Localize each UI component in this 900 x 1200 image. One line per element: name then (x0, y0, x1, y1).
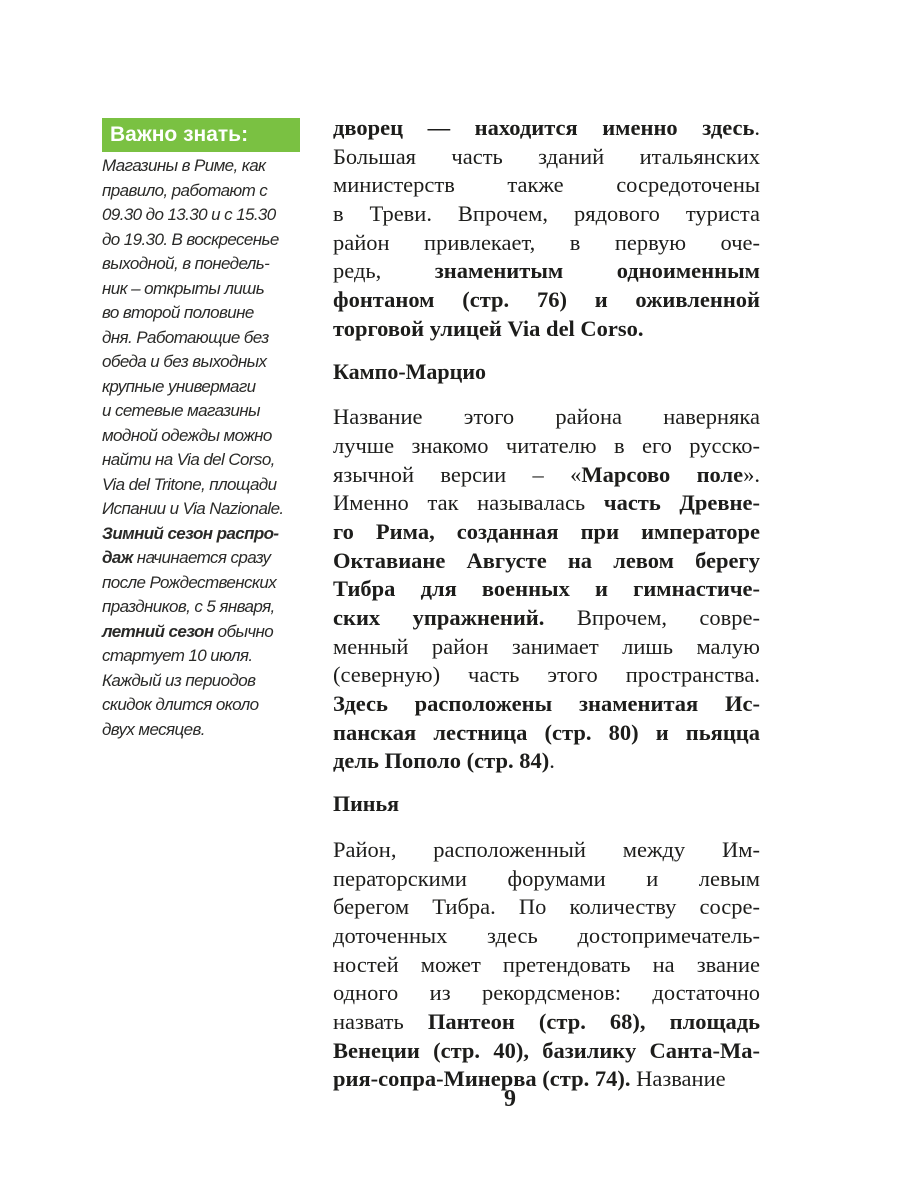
sidebar-line (102, 228, 300, 253)
sidebar-line (102, 669, 300, 694)
sidebar-line (102, 546, 300, 571)
text-run: . (754, 115, 760, 140)
sidebar-line (102, 718, 300, 743)
text-run: 09.30 до 13.30 и с 15.30 (102, 205, 276, 224)
text-line (333, 661, 760, 690)
text-run: Название этого района наверняка (333, 404, 760, 430)
main-text-column (333, 114, 760, 1094)
text-run: правило, работают с (102, 180, 268, 200)
bold-text: Тибра для военных и гимнастиче- (333, 576, 760, 602)
text-run: начинается сразу (132, 548, 271, 567)
text-run: ». (743, 461, 760, 487)
bold-text: дворец — находится именно здесь (333, 115, 755, 140)
text-run: одного из рекордсменов: достаточно (333, 980, 760, 1006)
text-run: Название (630, 1066, 726, 1092)
sidebar-line (102, 252, 300, 277)
text-line (333, 432, 760, 461)
info-sidebar (102, 118, 300, 742)
text-run: ператорскими форумами и левым (333, 865, 760, 891)
text-run: праздников, с 5 января, (102, 597, 275, 616)
text-line (333, 747, 760, 776)
text-run: обычно (213, 621, 274, 641)
sidebar-line (102, 301, 300, 326)
text-line (333, 171, 760, 200)
text-run: после Рождественских (102, 572, 277, 592)
bold-text: Зимний сезон распро- (102, 523, 279, 543)
text-run: Район, расположенный между Им- (333, 836, 760, 862)
text-run: Каждый из периодов (102, 670, 256, 690)
sidebar-line (102, 277, 300, 302)
sidebar-line (102, 448, 300, 473)
bold-text: ских упражнений. (333, 605, 545, 631)
text-run: ник – открыты лишь (102, 278, 265, 298)
bold-text: торговой улицей Via del Corso. (333, 315, 644, 341)
text-run: обеда и без выходных (102, 352, 267, 371)
sidebar-text (102, 152, 300, 742)
text-run: выходной, в понедель- (102, 254, 270, 273)
text-line (333, 604, 760, 633)
text-line (333, 719, 760, 748)
text-run: доточенных здесь достопримечатель- (333, 922, 760, 948)
text-line (333, 836, 760, 865)
bold-text: дель Пополо (стр. 84) (333, 748, 550, 774)
bold-text: даж (102, 548, 133, 567)
paragraph (333, 836, 760, 1094)
text-line (333, 547, 760, 576)
text-run: в Треви. Впрочем, рядового туриста (333, 201, 760, 227)
text-run: редь, (333, 258, 435, 284)
sidebar-line (102, 595, 300, 620)
text-run: район привлекает, в первую оче- (333, 229, 760, 255)
text-run: во второй половине (102, 303, 254, 322)
bold-text: часть Древне- (603, 490, 761, 516)
text-line (333, 114, 760, 143)
paragraph (333, 114, 760, 344)
sidebar-line (102, 571, 300, 596)
text-line (333, 865, 760, 894)
bold-text: панская лестница (стр. 80) и пьяцца (333, 719, 760, 745)
section-heading: Кампо-Марцио (333, 358, 487, 384)
text-run: язычной версии – « (333, 461, 582, 487)
sidebar-line (102, 326, 300, 351)
section-heading: Пинья (333, 791, 399, 817)
text-run: Магазины в Риме, как (102, 156, 266, 175)
text-line (333, 461, 760, 490)
sidebar-line (102, 399, 300, 424)
bold-text: го Рима, созданная при императоре (333, 518, 760, 544)
text-line (333, 403, 760, 432)
text-line (333, 951, 760, 980)
bold-text: Пантеон (стр. 68), площадь (427, 1008, 760, 1034)
text-run: . (549, 748, 555, 774)
bold-text: Марсово поле (581, 461, 744, 487)
text-run: стартует 10 июля. (102, 646, 253, 665)
text-line (333, 229, 760, 258)
text-line (333, 1037, 760, 1066)
text-run: Впрочем, совре- (544, 605, 760, 631)
text-line (333, 893, 760, 922)
paragraph (333, 403, 760, 776)
sidebar-line (102, 620, 300, 645)
text-line (333, 633, 760, 662)
text-line (333, 518, 760, 547)
bold-text: знаменитым одноименным (434, 258, 760, 284)
text-run: скидок длится около (102, 695, 259, 714)
text-run: ностей может претендовать на звание (333, 951, 760, 977)
bold-text: рия-сопра-Минерва (стр. 74). (333, 1066, 631, 1092)
text-run: Via del Tritone, площади (102, 474, 277, 494)
text-line (333, 575, 760, 604)
text-run: и сетевые магазины (102, 401, 260, 420)
text-line (333, 315, 760, 344)
sidebar-line (102, 644, 300, 669)
sidebar-line (102, 203, 300, 228)
text-line (333, 286, 760, 315)
text-run: (северную) часть этого пространства. (333, 662, 760, 688)
text-run: модной одежды можно (102, 425, 272, 445)
text-line (333, 922, 760, 951)
text-line (333, 200, 760, 229)
text-line (333, 143, 760, 172)
bold-text: фонтаном (стр. 76) и оживленной (333, 287, 760, 313)
page-number: 9 (504, 1086, 516, 1112)
text-run: до 19.30. В воскресенье (102, 229, 279, 249)
text-run: дня. Работающие без (102, 327, 269, 347)
text-run: менный район занимает лишь малую (333, 633, 760, 659)
sidebar-line (102, 693, 300, 718)
sidebar-line (102, 473, 300, 498)
text-line (333, 489, 760, 518)
text-line (333, 690, 760, 719)
bold-text: Венеции (стр. 40), базилику Санта-Ма- (333, 1037, 760, 1063)
text-run: берегом Тибра. По количеству сосре- (333, 894, 760, 920)
sidebar-line (102, 375, 300, 400)
bold-text: Здесь расположены знаменитая Ис- (333, 691, 760, 717)
bold-text: летний сезон (102, 621, 214, 641)
text-run: Именно так называлась (333, 490, 604, 516)
sidebar-line (102, 522, 300, 547)
text-run: Большая часть зданий итальянских (333, 143, 760, 169)
text-run: найти на Via del Corso, (102, 450, 275, 469)
text-line (333, 257, 760, 286)
text-run: лучше знакомо читателю в его русско- (333, 432, 760, 458)
text-run: двух месяцев. (102, 719, 205, 739)
text-run: крупные универмаги (102, 376, 256, 396)
text-run: назвать (333, 1008, 428, 1034)
sidebar-line (102, 497, 300, 522)
text-line (333, 979, 760, 1008)
sidebar-line (102, 350, 300, 375)
sidebar-title: Важно знать: (102, 118, 300, 152)
sidebar-line (102, 179, 300, 204)
sidebar-line (102, 154, 300, 179)
text-line (333, 1008, 760, 1037)
text-run: министерств также сосредоточены (333, 172, 760, 198)
bold-text: Октавиане Августе на левом берегу (333, 547, 760, 573)
sidebar-line (102, 424, 300, 449)
text-run: Испании и Via Nazionale. (102, 499, 284, 518)
